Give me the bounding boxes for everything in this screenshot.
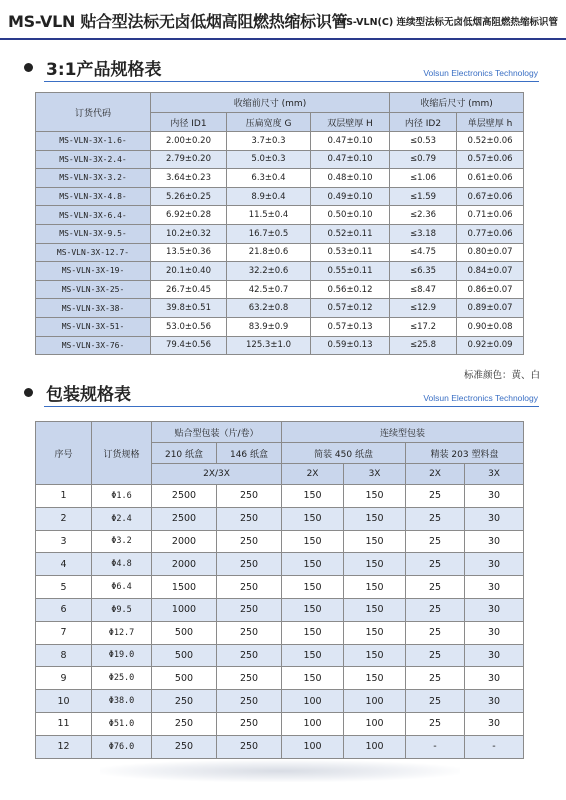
col-box-210: 210 纸盒 xyxy=(152,443,217,464)
reel-3x-cell: 30 xyxy=(465,690,524,713)
id2-cell: ≤17.2 xyxy=(390,317,457,336)
table-row xyxy=(36,485,524,508)
id2-cell: ≤2.36 xyxy=(390,206,457,225)
flat-width-cell: 83.9±0.9 xyxy=(227,317,311,336)
id2-cell: ≤0.53 xyxy=(390,132,457,151)
tube-3x-cell: 100 xyxy=(344,712,406,735)
bullet-icon xyxy=(24,388,33,397)
box-210-cell: 500 xyxy=(152,667,217,690)
flat-width-cell: 5.0±0.3 xyxy=(227,150,311,169)
box-210-cell: 2500 xyxy=(152,507,217,530)
reel-2x-cell: 25 xyxy=(406,553,465,576)
seq-cell: 8 xyxy=(36,644,92,667)
reel-2x-cell: 25 xyxy=(406,576,465,599)
tube-3x-cell: 150 xyxy=(344,576,406,599)
table-row xyxy=(36,712,524,735)
seq-cell: 12 xyxy=(36,735,92,758)
tube-3x-cell: 150 xyxy=(344,553,406,576)
id1-cell: 53.0±0.56 xyxy=(151,317,227,336)
reel-3x-cell: 30 xyxy=(465,553,524,576)
single-wall-cell: 0.89±0.07 xyxy=(457,299,524,318)
col-continuous-pack: 连续型包装 xyxy=(282,422,524,443)
tube-3x-cell: 100 xyxy=(344,690,406,713)
spec-cell: Φ12.7 xyxy=(92,621,152,644)
tube-2x-cell: 100 xyxy=(282,690,344,713)
spec-table xyxy=(35,92,524,355)
id2-cell: ≤4.75 xyxy=(390,243,457,262)
table-row xyxy=(36,690,524,713)
reel-2x-cell: 25 xyxy=(406,598,465,621)
table-row xyxy=(36,553,524,576)
col-reel-3x: 3X xyxy=(465,464,524,485)
single-wall-cell: 0.86±0.07 xyxy=(457,280,524,299)
order-code-cell: MS-VLN-3X-3.2- xyxy=(36,169,151,188)
reel-2x-cell: 25 xyxy=(406,712,465,735)
table-row xyxy=(36,530,524,553)
single-wall-cell: 0.80±0.07 xyxy=(457,243,524,262)
id2-cell: ≤6.35 xyxy=(390,262,457,281)
reel-3x-cell: 30 xyxy=(465,621,524,644)
table-row xyxy=(36,224,524,243)
tube-2x-cell: 150 xyxy=(282,485,344,508)
table-row xyxy=(36,336,524,355)
id1-cell: 2.79±0.20 xyxy=(151,150,227,169)
spec-cell: Φ9.5 xyxy=(92,598,152,621)
box-146-cell: 250 xyxy=(217,644,282,667)
tube-2x-cell: 150 xyxy=(282,667,344,690)
single-wall-cell: 0.92±0.09 xyxy=(457,336,524,355)
brand-label: Volsun Electronics Technology xyxy=(423,68,538,78)
spec-cell: Φ51.0 xyxy=(92,712,152,735)
double-wall-cell: 0.47±0.10 xyxy=(311,150,390,169)
col-box-146: 146 纸盒 xyxy=(217,443,282,464)
tube-2x-cell: 150 xyxy=(282,530,344,553)
box-146-cell: 250 xyxy=(217,553,282,576)
col-mode-2x3x: 2X/3X xyxy=(152,464,282,485)
table-row xyxy=(36,299,524,318)
table-row xyxy=(36,243,524,262)
box-210-cell: 500 xyxy=(152,621,217,644)
flat-width-cell: 6.3±0.4 xyxy=(227,169,311,188)
reel-3x-cell: 30 xyxy=(465,530,524,553)
seq-cell: 11 xyxy=(36,712,92,735)
bullet-icon xyxy=(24,63,33,72)
col-seq: 序号 xyxy=(36,422,92,485)
tube-2x-cell: 150 xyxy=(282,621,344,644)
table-row xyxy=(36,262,524,281)
double-wall-cell: 0.56±0.12 xyxy=(311,280,390,299)
standard-color-note: 标准颜色：黄、白 xyxy=(463,370,540,381)
seq-cell: 2 xyxy=(36,507,92,530)
box-210-cell: 500 xyxy=(152,644,217,667)
col-order-code: 订货代码 xyxy=(36,93,151,132)
box-210-cell: 1000 xyxy=(152,598,217,621)
box-210-cell: 250 xyxy=(152,735,217,758)
spec-cell: Φ3.2 xyxy=(92,530,152,553)
table-row xyxy=(36,598,524,621)
single-wall-cell: 0.77±0.06 xyxy=(457,224,524,243)
box-210-cell: 250 xyxy=(152,690,217,713)
flat-width-cell: 11.5±0.4 xyxy=(227,206,311,225)
header-divider xyxy=(0,38,566,40)
reel-3x-cell: 30 xyxy=(465,598,524,621)
col-id2: 内径 ID2 xyxy=(390,113,457,132)
double-wall-cell: 0.50±0.10 xyxy=(311,206,390,225)
col-reel-203: 精装 203 塑料盘 xyxy=(406,443,524,464)
pack-section-title: 包装规格表 xyxy=(46,385,131,405)
spec-section-header xyxy=(24,55,544,85)
col-flat-width: 压扁宽度 G xyxy=(227,113,311,132)
id2-cell: ≤12.9 xyxy=(390,299,457,318)
double-wall-cell: 0.57±0.12 xyxy=(311,299,390,318)
order-code-cell: MS-VLN-3X-2.4- xyxy=(36,150,151,169)
table-row xyxy=(36,150,524,169)
id1-cell: 2.00±0.20 xyxy=(151,132,227,151)
order-code-cell: MS-VLN-3X-19- xyxy=(36,262,151,281)
flat-width-cell: 32.2±0.6 xyxy=(227,262,311,281)
col-single-wall: 单层壁厚 h xyxy=(457,113,524,132)
order-code-cell: MS-VLN-3X-9.5- xyxy=(36,224,151,243)
double-wall-cell: 0.57±0.13 xyxy=(311,317,390,336)
id2-cell: ≤25.8 xyxy=(390,336,457,355)
box-146-cell: 250 xyxy=(217,690,282,713)
table-row xyxy=(36,507,524,530)
single-wall-cell: 0.71±0.06 xyxy=(457,206,524,225)
double-wall-cell: 0.59±0.13 xyxy=(311,336,390,355)
reel-2x-cell: - xyxy=(406,735,465,758)
single-wall-cell: 0.57±0.06 xyxy=(457,150,524,169)
tube-3x-cell: 150 xyxy=(344,530,406,553)
id1-cell: 13.5±0.36 xyxy=(151,243,227,262)
id2-cell: ≤3.18 xyxy=(390,224,457,243)
box-146-cell: 250 xyxy=(217,667,282,690)
reel-3x-cell: 30 xyxy=(465,576,524,599)
tube-2x-cell: 150 xyxy=(282,507,344,530)
box-146-cell: 250 xyxy=(217,735,282,758)
single-wall-cell: 0.84±0.07 xyxy=(457,262,524,281)
single-wall-cell: 0.67±0.06 xyxy=(457,187,524,206)
box-210-cell: 2500 xyxy=(152,485,217,508)
order-code-cell: MS-VLN-3X-1.6- xyxy=(36,132,151,151)
box-210-cell: 2000 xyxy=(152,530,217,553)
tube-3x-cell: 150 xyxy=(344,644,406,667)
tube-2x-cell: 150 xyxy=(282,598,344,621)
section-divider xyxy=(44,81,539,82)
spec-cell: Φ1.6 xyxy=(92,485,152,508)
table-row xyxy=(36,644,524,667)
page-title: MS-VLN 贴合型法标无卤低烟高阻燃热缩标识管 xyxy=(8,12,348,31)
id1-cell: 3.64±0.23 xyxy=(151,169,227,188)
col-id1: 内径 ID1 xyxy=(151,113,227,132)
table-row xyxy=(36,621,524,644)
tube-3x-cell: 150 xyxy=(344,667,406,690)
spec-cell: Φ25.0 xyxy=(92,667,152,690)
seq-cell: 1 xyxy=(36,485,92,508)
page-subtitle: MS-VLN(C) 连续型法标无卤低烟高阻燃热缩标识管 xyxy=(336,17,558,28)
col-reel-2x: 2X xyxy=(406,464,465,485)
reel-2x-cell: 25 xyxy=(406,644,465,667)
id1-cell: 6.92±0.28 xyxy=(151,206,227,225)
packaging-table xyxy=(35,421,524,759)
order-code-cell: MS-VLN-3X-76- xyxy=(36,336,151,355)
spec-section-title: 3:1产品规格表 xyxy=(46,60,162,80)
order-code-cell: MS-VLN-3X-25- xyxy=(36,280,151,299)
double-wall-cell: 0.52±0.11 xyxy=(311,224,390,243)
brand-label: Volsun Electronics Technology xyxy=(423,393,538,403)
flat-width-cell: 3.7±0.3 xyxy=(227,132,311,151)
flat-width-cell: 16.7±0.5 xyxy=(227,224,311,243)
tube-2x-cell: 150 xyxy=(282,576,344,599)
table-row xyxy=(36,169,524,188)
table-row xyxy=(36,132,524,151)
col-before-shrink: 收缩前尺寸 (mm) xyxy=(151,93,390,113)
tube-2x-cell: 100 xyxy=(282,735,344,758)
single-wall-cell: 0.61±0.06 xyxy=(457,169,524,188)
reel-3x-cell: 30 xyxy=(465,507,524,530)
spec-cell: Φ2.4 xyxy=(92,507,152,530)
id1-cell: 79.4±0.56 xyxy=(151,336,227,355)
double-wall-cell: 0.48±0.10 xyxy=(311,169,390,188)
id2-cell: ≤1.59 xyxy=(390,187,457,206)
double-wall-cell: 0.53±0.11 xyxy=(311,243,390,262)
table-row xyxy=(36,735,524,758)
tube-3x-cell: 150 xyxy=(344,485,406,508)
reel-3x-cell: - xyxy=(465,735,524,758)
seq-cell: 5 xyxy=(36,576,92,599)
id1-cell: 26.7±0.45 xyxy=(151,280,227,299)
box-146-cell: 250 xyxy=(217,576,282,599)
seq-cell: 4 xyxy=(36,553,92,576)
table-row xyxy=(36,576,524,599)
tube-3x-cell: 100 xyxy=(344,735,406,758)
double-wall-cell: 0.47±0.10 xyxy=(311,132,390,151)
tube-2x-cell: 150 xyxy=(282,644,344,667)
table-row xyxy=(36,187,524,206)
seq-cell: 10 xyxy=(36,690,92,713)
flat-width-cell: 8.9±0.4 xyxy=(227,187,311,206)
box-146-cell: 250 xyxy=(217,530,282,553)
box-146-cell: 250 xyxy=(217,507,282,530)
reel-2x-cell: 25 xyxy=(406,690,465,713)
tube-3x-cell: 150 xyxy=(344,507,406,530)
id1-cell: 20.1±0.40 xyxy=(151,262,227,281)
table-row xyxy=(36,667,524,690)
id2-cell: ≤8.47 xyxy=(390,280,457,299)
col-tube-450: 简装 450 纸盘 xyxy=(282,443,406,464)
box-146-cell: 250 xyxy=(217,712,282,735)
box-146-cell: 250 xyxy=(217,621,282,644)
table-row xyxy=(36,280,524,299)
spec-cell: Φ4.8 xyxy=(92,553,152,576)
spec-cell: Φ19.0 xyxy=(92,644,152,667)
flat-width-cell: 63.2±0.8 xyxy=(227,299,311,318)
seq-cell: 3 xyxy=(36,530,92,553)
order-code-cell: MS-VLN-3X-38- xyxy=(36,299,151,318)
reel-2x-cell: 25 xyxy=(406,667,465,690)
page-header xyxy=(0,0,566,40)
col-after-shrink: 收缩后尺寸 (mm) xyxy=(390,93,524,113)
col-spec: 订货规格 xyxy=(92,422,152,485)
flat-width-cell: 21.8±0.6 xyxy=(227,243,311,262)
spec-cell: Φ76.0 xyxy=(92,735,152,758)
double-wall-cell: 0.49±0.10 xyxy=(311,187,390,206)
flat-width-cell: 42.5±0.7 xyxy=(227,280,311,299)
col-tube-3x: 3X xyxy=(344,464,406,485)
box-210-cell: 1500 xyxy=(152,576,217,599)
reel-2x-cell: 25 xyxy=(406,485,465,508)
id1-cell: 10.2±0.32 xyxy=(151,224,227,243)
single-wall-cell: 0.52±0.06 xyxy=(457,132,524,151)
id2-cell: ≤0.79 xyxy=(390,150,457,169)
order-code-cell: MS-VLN-3X-51- xyxy=(36,317,151,336)
order-code-cell: MS-VLN-3X-4.8- xyxy=(36,187,151,206)
tube-3x-cell: 150 xyxy=(344,621,406,644)
seq-cell: 9 xyxy=(36,667,92,690)
reel-2x-cell: 25 xyxy=(406,530,465,553)
spec-cell: Φ6.4 xyxy=(92,576,152,599)
box-210-cell: 2000 xyxy=(152,553,217,576)
seq-cell: 7 xyxy=(36,621,92,644)
reel-2x-cell: 25 xyxy=(406,621,465,644)
id2-cell: ≤1.06 xyxy=(390,169,457,188)
order-code-cell: MS-VLN-3X-12.7- xyxy=(36,243,151,262)
reel-3x-cell: 30 xyxy=(465,667,524,690)
col-tube-2x: 2X xyxy=(282,464,344,485)
reel-3x-cell: 30 xyxy=(465,644,524,667)
table-row xyxy=(36,206,524,225)
table-row xyxy=(36,317,524,336)
tube-2x-cell: 100 xyxy=(282,712,344,735)
spec-cell: Φ38.0 xyxy=(92,690,152,713)
id1-cell: 39.8±0.51 xyxy=(151,299,227,318)
box-146-cell: 250 xyxy=(217,598,282,621)
box-210-cell: 250 xyxy=(152,712,217,735)
tube-3x-cell: 150 xyxy=(344,598,406,621)
section-divider xyxy=(44,406,539,407)
col-laminated-pack: 贴合型包装（片/卷） xyxy=(152,422,282,443)
pack-section-header xyxy=(24,380,544,410)
order-code-cell: MS-VLN-3X-6.4- xyxy=(36,206,151,225)
seq-cell: 6 xyxy=(36,598,92,621)
footer-decoration xyxy=(100,760,460,782)
id1-cell: 5.26±0.25 xyxy=(151,187,227,206)
single-wall-cell: 0.90±0.08 xyxy=(457,317,524,336)
box-146-cell: 250 xyxy=(217,485,282,508)
double-wall-cell: 0.55±0.11 xyxy=(311,262,390,281)
flat-width-cell: 125.3±1.0 xyxy=(227,336,311,355)
tube-2x-cell: 150 xyxy=(282,553,344,576)
col-double-wall: 双层壁厚 H xyxy=(311,113,390,132)
reel-3x-cell: 30 xyxy=(465,485,524,508)
reel-3x-cell: 30 xyxy=(465,712,524,735)
reel-2x-cell: 25 xyxy=(406,507,465,530)
